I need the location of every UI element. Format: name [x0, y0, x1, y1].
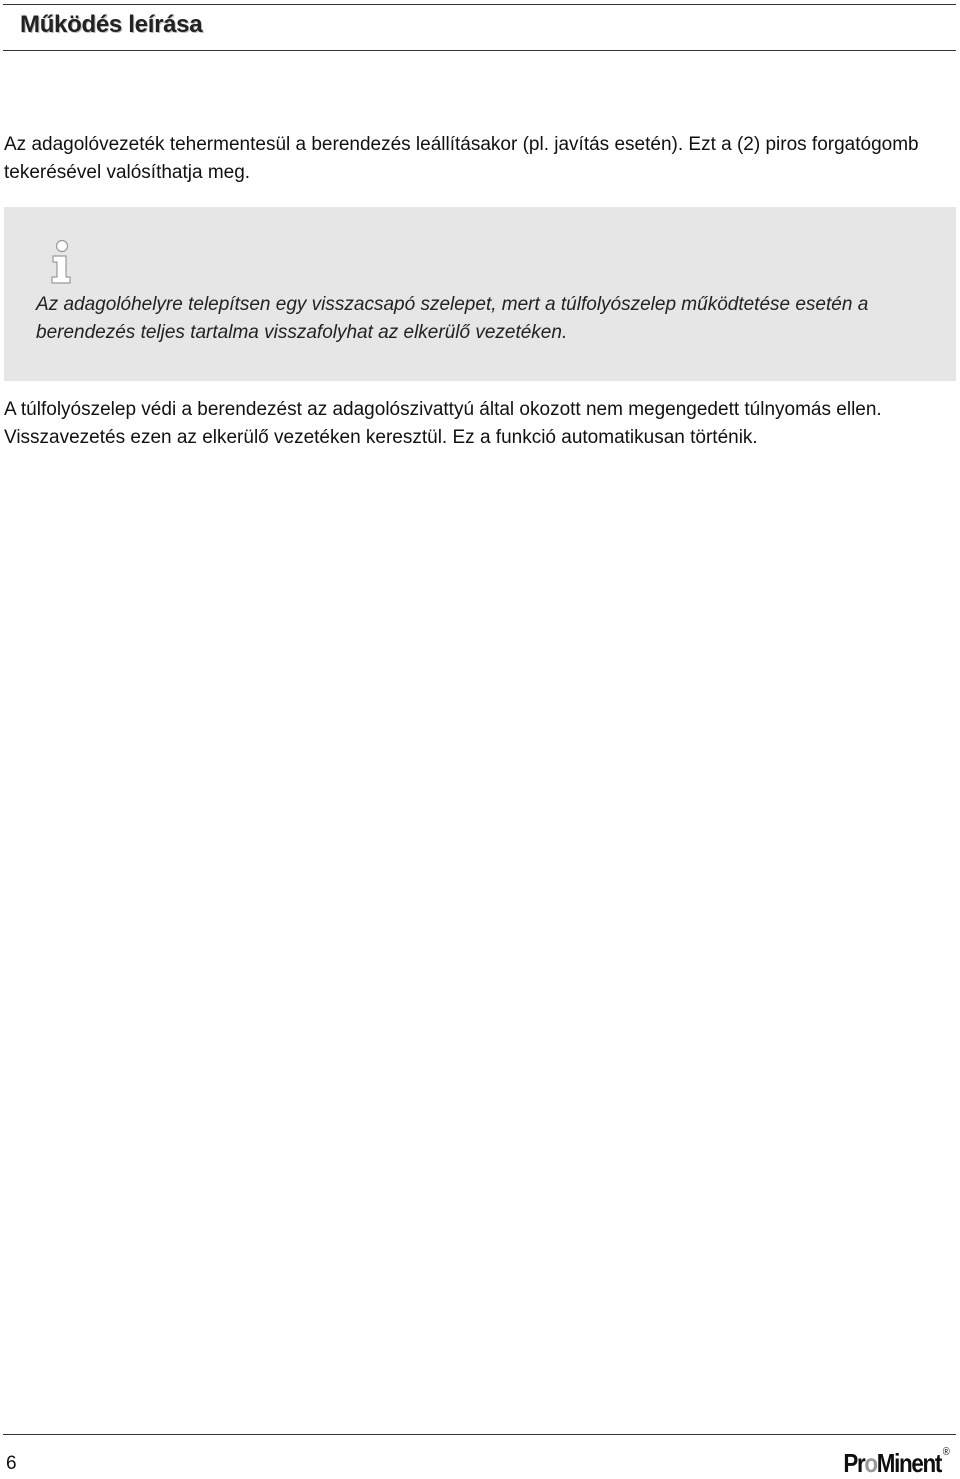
paragraph-intro: Az adagolóvezeték tehermentesül a berendezés leállításakor (pl. javítás esetén). Ezt a (2) piros forgatógomb tekerésével valósíthatja meg. — [4, 134, 919, 183]
registered-mark: ® — [943, 1446, 950, 1458]
prominent-logo — [844, 1448, 950, 1479]
header-rule-top — [3, 4, 956, 5]
info-icon — [44, 239, 80, 285]
logo-highlight: o — [864, 1448, 878, 1478]
note-text: Az adagolóhelyre telepítsen egy visszacsapó szelepet, mert a túlfolyószelep működtetése esetén a berendezés teljes tartalma visszafolyhat az elkerülő vezetéken. — [36, 294, 869, 343]
footer-rule — [3, 1434, 956, 1435]
header-rule-bottom — [3, 50, 956, 51]
logo-prefix: Pr — [843, 1448, 865, 1478]
logo-suffix: Minent — [877, 1448, 942, 1478]
page-number: 6 — [6, 1453, 17, 1474]
page-title: Működés leírása — [20, 11, 203, 38]
info-note — [4, 207, 956, 381]
paragraph-overpressure: A túlfolyószelep védi a berendezést az adagolószivattyú által okozott nem megengedett túlnyomás ellen. Visszavezetés ezen az elkerülő vezetéken keresztül. Ez a funkció automatikusan történik. — [4, 399, 882, 448]
